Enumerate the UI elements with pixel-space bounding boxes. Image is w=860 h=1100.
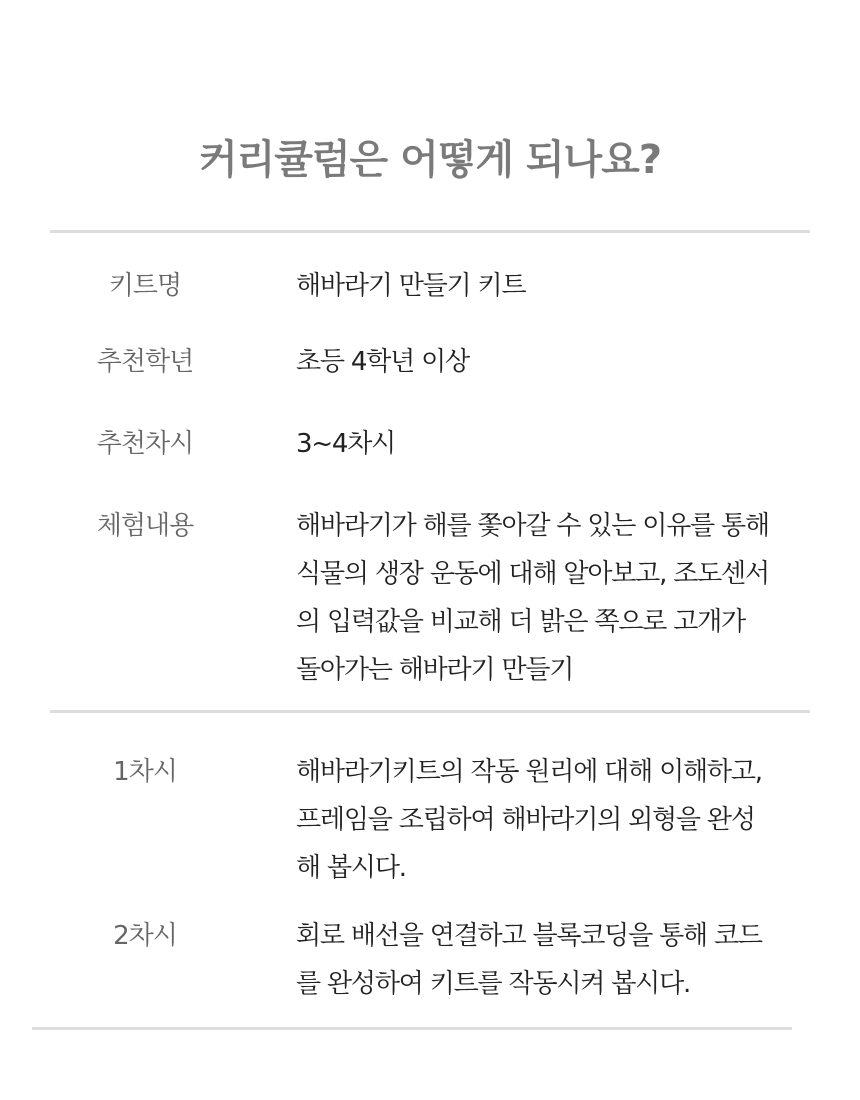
session-1-label: 1차시 [113, 757, 177, 787]
session-2-value: 회로 배선을 연결하고 블록코딩을 통해 코드 를 완성하여 키트를 작동시켜 봅시다. [296, 921, 762, 999]
kit-name-value: 해바라기 만들기 키트 [296, 271, 526, 301]
top-divider [50, 230, 810, 233]
bottom-divider [32, 1027, 792, 1030]
recommended-sessions-value: 3~4차시 [296, 429, 396, 459]
page-title: 커리큘럼은 어떻게 되나요? [198, 137, 662, 183]
recommended-grade-label: 추천학년 [96, 347, 194, 377]
experience-content-value: 해바라기가 해를 쫓아갈 수 있는 이유를 통해 식물의 생장 운동에 대해 알아보고, 조도센서 의 입력값을 비교해 더 밝은 쪽으로 고개가 돌아가는 해바라기 만들기 [296, 511, 769, 685]
middle-divider [50, 710, 810, 713]
recommended-grade-value: 초등 4학년 이상 [296, 347, 469, 377]
kit-name-label: 키트명 [108, 271, 182, 301]
recommended-sessions-label: 추천차시 [96, 429, 194, 459]
session-2-label: 2차시 [113, 921, 177, 951]
experience-content-label: 체험내용 [96, 511, 194, 541]
session-1-value: 해바라기키트의 작동 원리에 대해 이해하고, 프레임을 조립하여 해바라기의 외형을 완성 해 봅시다. [296, 757, 762, 883]
